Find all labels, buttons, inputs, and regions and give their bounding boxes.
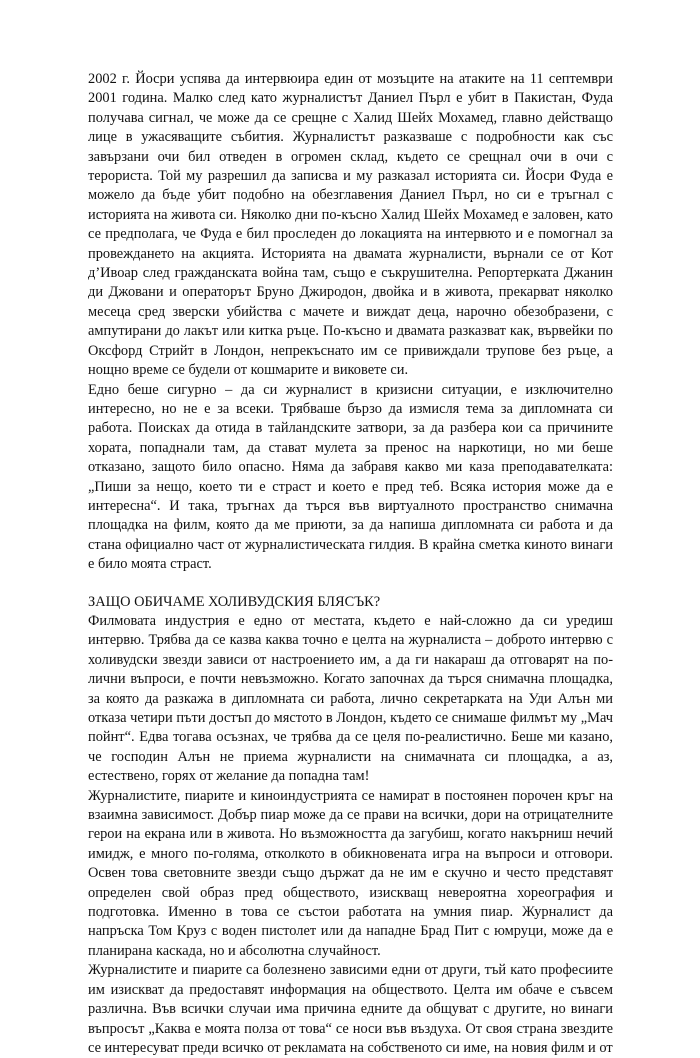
section-heading: ЗАЩО ОБИЧАМЕ ХОЛИВУДСКИЯ БЛЯСЪК? xyxy=(88,593,381,610)
paragraph: Филмовата индустрия е едно от местата, където е най-сложно да си уредиш интервю. Трябва да се казва каква точно е целта на журналиста – доброто интервю с холивудски звезди зависи от настроението им, а да ги накараш да отговарят на по-лични въпроси, е почти невъзможно. Когато започнах да търся снимачна площадка, за която да разкажа в дипломната си работа, лично секретарката на Уди Алън ми отказа четири пъти достъп до мястото в Лондон, където се снимаше филмът му „Мач пойнт“. Едва тогава осъзнах, че трябва да се целя по-реалистично. Беше ми казано, че господин Алън не приема журналисти на снимачната си площадка, а аз, естествено, горях от желание да попадна там! xyxy=(88,612,613,785)
document-page xyxy=(88,70,613,1058)
paragraph: Едно беше сигурно – да си журналист в кризисни ситуации, е изключително интересно, но не е за всеки. Трябваше бързо да измисля тема за дипломната си работа. Поисках да отида в тайландските затвори, за да разбера кои са причините хората, попаднали там, да стават мулета за пренос на наркотици, но ми беше отказано, защото било опасно. Няма да забравя какво ми каза преподавателката: „Пиши за нещо, което ти е страст и което е пред теб. Всяка история може да е интересна“. И така, тръгнах да търся във виртуалното пространство снимачна площадка на филм, която да ме приюти, за да напиша дипломната си работа и да стана официално част от журналистическата гилдия. В крайна сметка киното винаги е било моята страст. xyxy=(88,381,613,573)
paragraph: 2002 г. Йосри успява да интервюира един от мозъците на атаките на 11 септември 2001 година. Малко след като журналистът Даниел Пърл е убит в Пакистан, Фуда получава сигнал, че може да се срещне с Халид Шейх Мохамед, главно действащо лице в ужасяващите събития. Журналистът разказваше с подробности как със завързани очи бил отведен в огромен склад, където се срещнал очи в очи с терориста. Той му разрешил да записва и му разказал историята си. Йосри Фуда е можело да бъде убит подобно на обезглавения Даниел Пърл, но си е тръгнал с историята на живота си. Няколко дни по-късно Халид Шейх Мохамед е заловен, като се предполага, че Фуда е бил проследен до локацията на интервюто и е помогнал за провеждането на акцията. Историята на двамата журналисти, върнали се от Кот д’Ивоар след гражданската война там, също е съкрушителна. Репортерката Джанин ди Джовани и операторът Бруно Джиродон, двойка и в живота, прекарват няколко месеца сред зверски убийства с мачете и виждат деца, нарочно обезобразени, с ампутирани до лакът или китка ръце. По-късно и двамата разказват как, вървейки по Оксфорд Стрийт в Лондон, непрекъснато им се привиждали трупове без ръце, а нощно време се будели от кошмарите и виковете си. xyxy=(88,71,613,379)
paragraph: Журналистите, пиарите и киноиндустрията се намират в постоянен порочен кръг на взаимна зависимост. Добър пиар може да се прави на всички, дори на отрицателните герои на екрана или в живота. Но възможността да загубиш, когато накърниш нечий имидж, е много по-голяма, отколкото в обикновената игра на въпроси и отговори. Освен това световните звезди също държат да не им е скучно и често представят определен свой образ пред обществото, изискващ невероятна хореография и подготовка. Именно в това се състои работата на умния пиар. Журналист да напръска Том Круз с воден пистолет или да нападне Брад Пит с юмруци, може да е планирана каскада, но и абсолютна случайност. xyxy=(88,787,613,959)
paragraph: Журналистите и пиарите са болезнено зависими едни от други, тъй като професиите им изискват да предоставят информация на обществото. Целта им обаче е съвсем различна. Във всички случаи има причина едните да общуват с другите, но винаги въпросът „Каква е моята полза от това“ се носи във въздуха. От своя страна звездите се интересуват преди всичко от рекламата на собственото си име, на новия филм и от xyxy=(88,962,613,1056)
